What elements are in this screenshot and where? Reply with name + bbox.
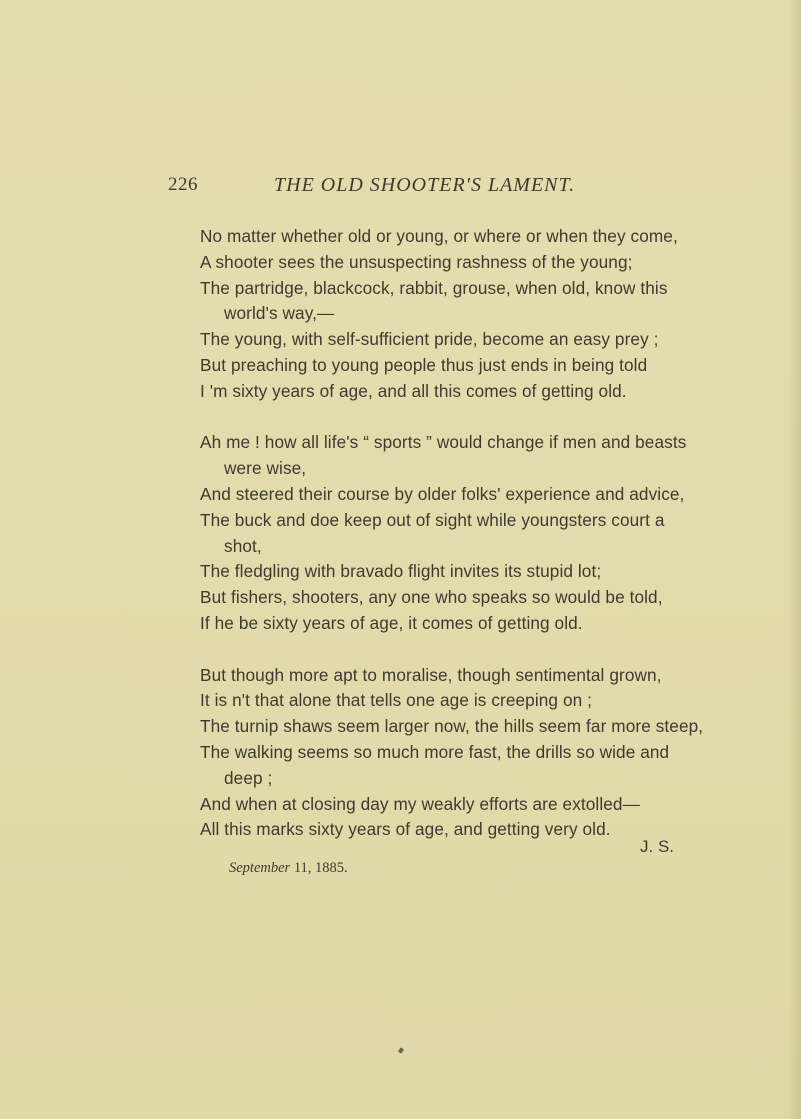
running-title: THE OLD SHOOTER'S LAMENT. <box>274 174 576 196</box>
page-header <box>168 174 648 204</box>
poem-line: No matter whether old or young, or where or when they come, <box>200 226 678 246</box>
dateline <box>229 860 348 877</box>
poem-line: All this marks sixty years of age, and getting very old. <box>200 819 611 840</box>
poem-line: shot, <box>224 535 262 556</box>
poem-line: But though more apt to moralise, though sentimental grown, <box>200 664 662 685</box>
poem-line: The turnip shaws seem larger now, the hills seem far more steep, <box>200 716 704 737</box>
dateline-month: September <box>229 860 291 876</box>
stanza <box>200 430 690 636</box>
poem-line: And when at closing day my weakly efforts are extolled— <box>200 793 640 814</box>
stanza <box>200 663 704 844</box>
page-number: 226 <box>168 174 198 195</box>
signature: J. S. <box>640 837 675 856</box>
poem-line: And steered their course by older folks' experience and advice, <box>200 483 685 504</box>
dateline-date: 11, 1885. <box>290 860 348 876</box>
poem-line: But fishers, shooters, any one who speaks so would be told, <box>200 587 663 608</box>
poem-line: The walking seems so much more fast, the drills so wide and <box>200 741 670 762</box>
poem-line: But preaching to young people thus just ends in being told <box>200 354 648 375</box>
poem-line: The buck and doe keep out of sight while youngsters court a <box>200 509 665 530</box>
poem-line: deep ; <box>224 767 273 788</box>
poem-line: I 'm sixty years of age, and all this comes of getting old. <box>200 380 627 401</box>
poem-body <box>200 224 704 869</box>
poem-line: The partridge, blackcock, rabbit, grouse, when old, know this <box>200 277 668 298</box>
poem-line: were wise, <box>224 458 307 479</box>
poem-line: world's way,— <box>224 303 335 324</box>
poem-line: The young, with self-sufficient pride, become an easy prey ; <box>200 329 659 350</box>
page-edge-shadow <box>787 0 801 1119</box>
poem-line: It is n't that alone that tells one age is creeping on ; <box>200 690 593 711</box>
poem-line: If he be sixty years of age, it comes of getting old. <box>200 612 583 633</box>
poem-line: A shooter sees the unsuspecting rashness of the young; <box>200 251 633 272</box>
stanza <box>200 224 690 405</box>
poem-line: Ah me ! how all life's “ sports ” would change if men and beasts <box>200 432 687 453</box>
ink-speck <box>398 1047 404 1053</box>
poem-line: The fledgling with bravado flight invites its stupid lot; <box>200 561 602 582</box>
